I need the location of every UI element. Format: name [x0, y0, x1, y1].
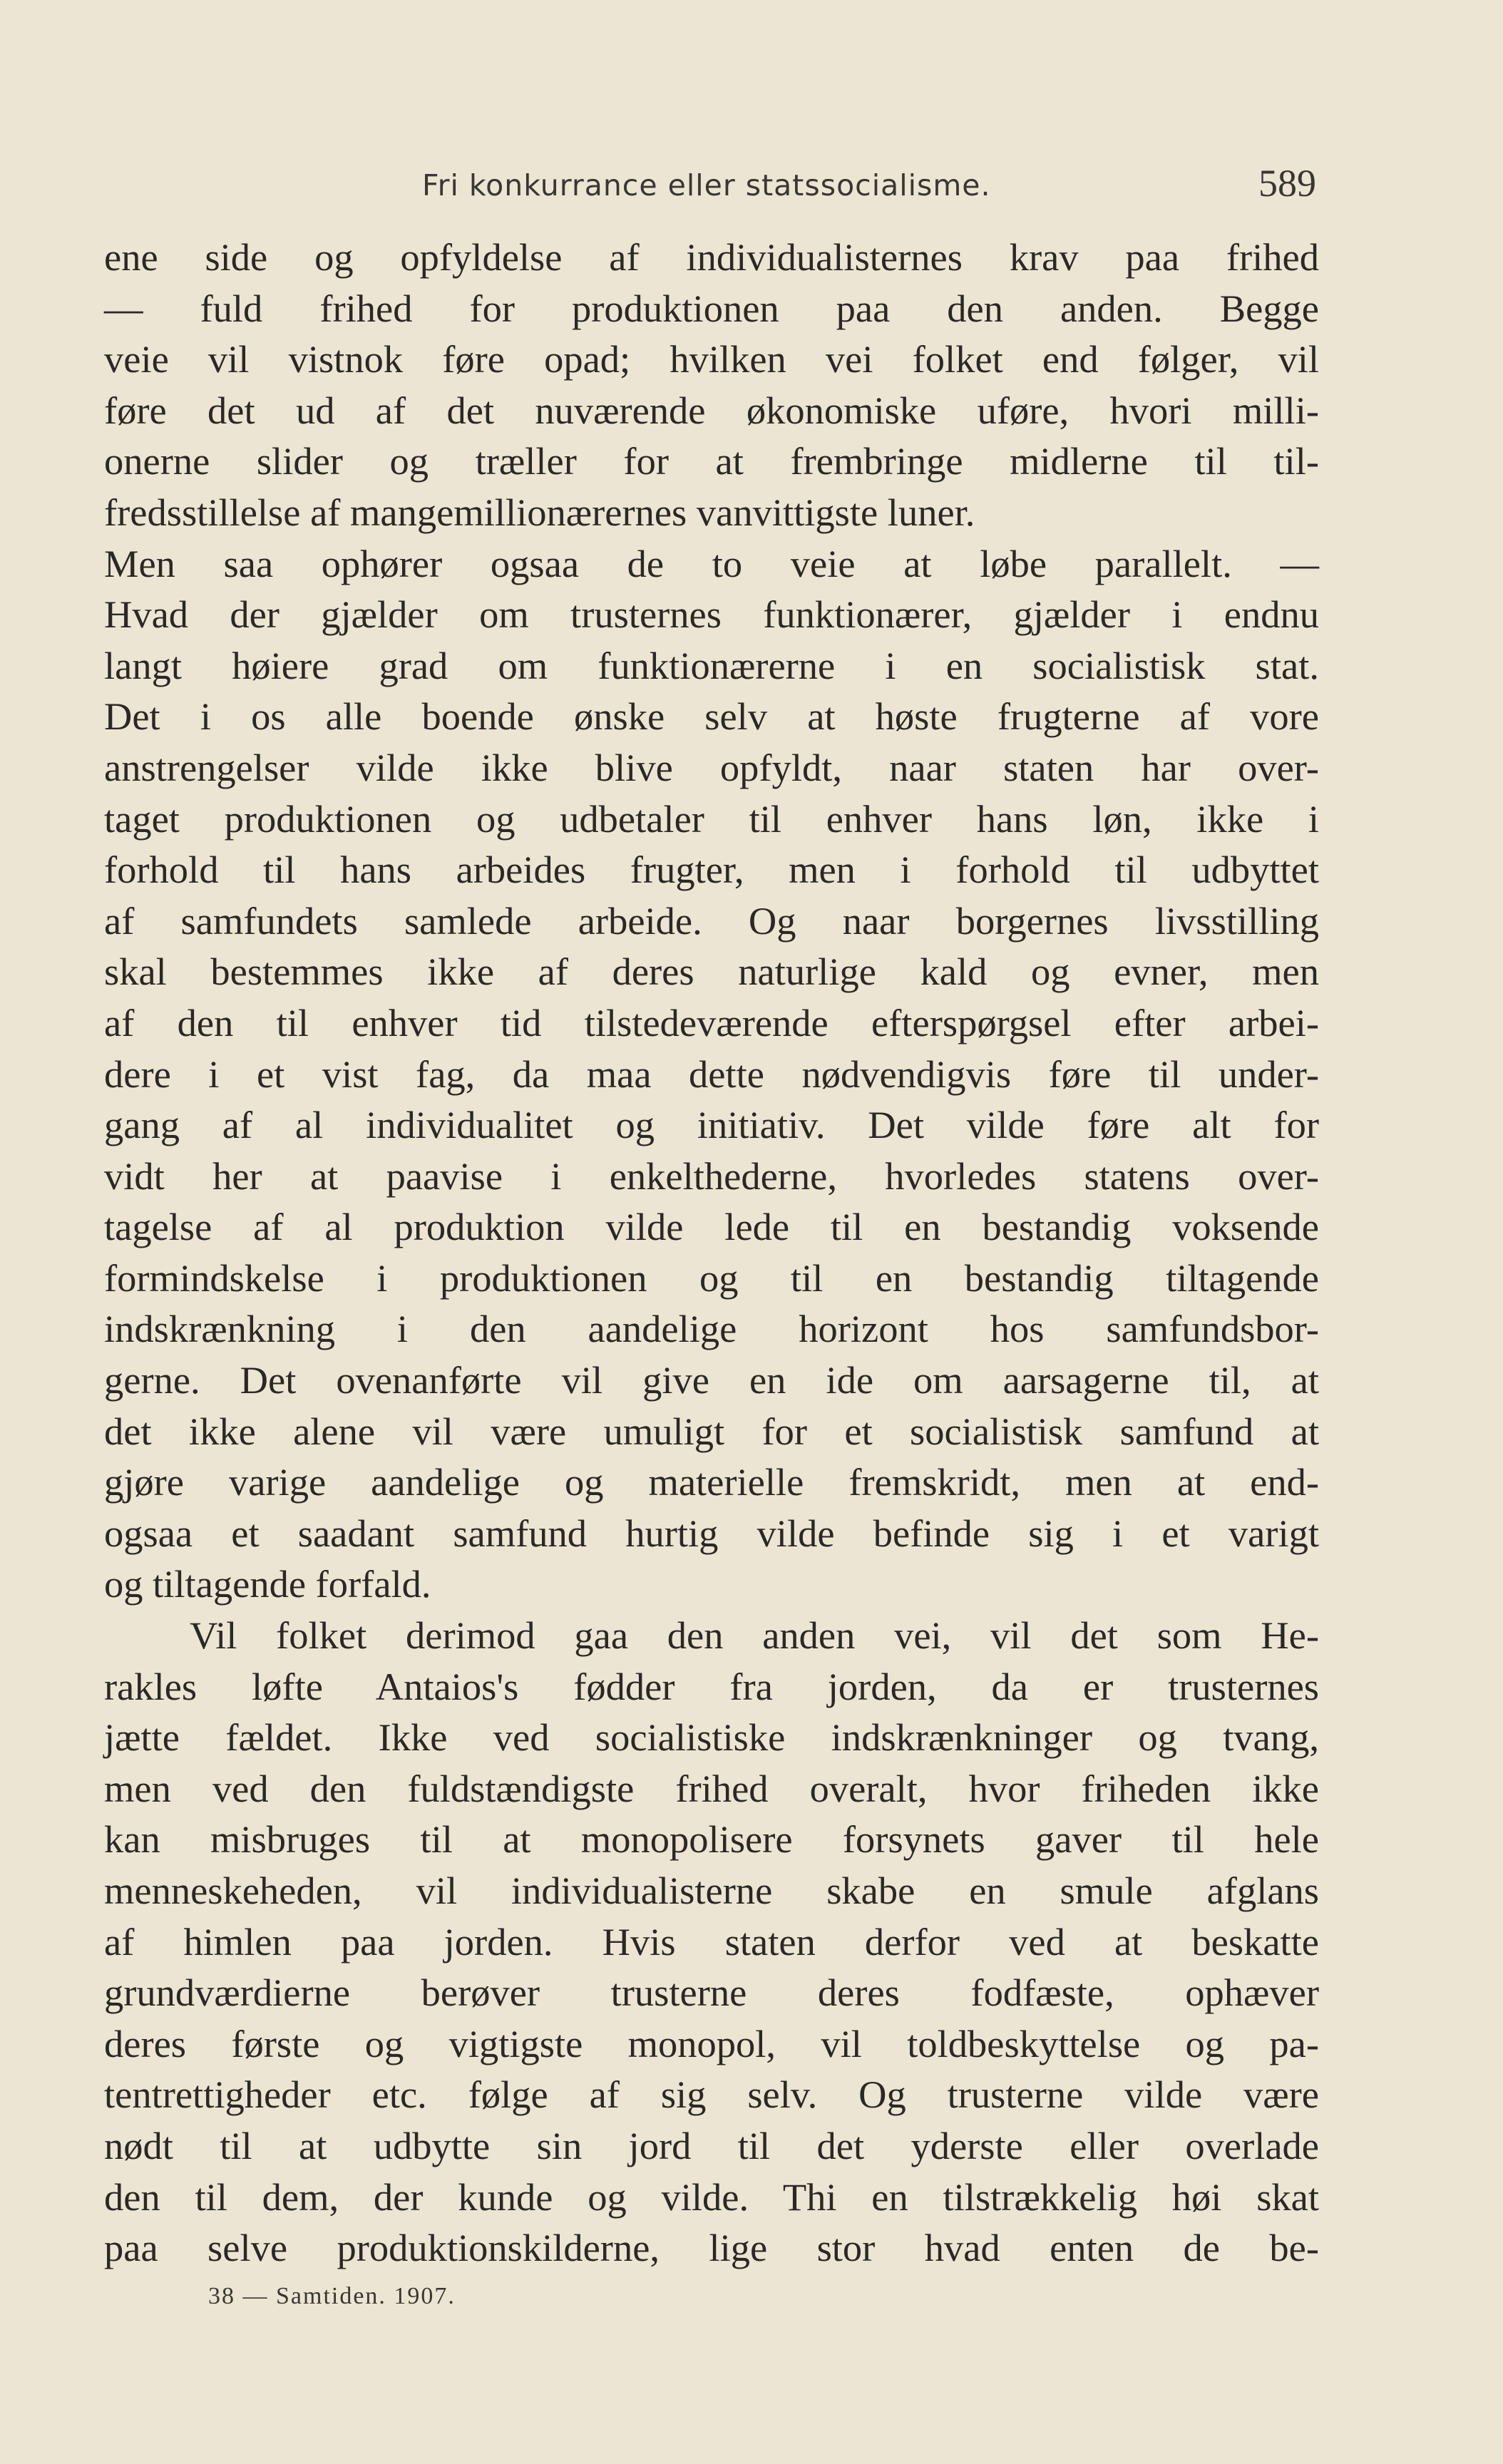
text-line: det ikke alene vil være umuligt for et socialistisk samfund at [104, 1409, 1319, 1453]
signature-footer: 38 — Samtiden. 1907. [208, 2283, 456, 2309]
text-line: dere i et vist fag, da maa dette nødvendigvis føre til under- [104, 1052, 1319, 1096]
text-line: grundværdierne berøver trusterne deres fodfæste, ophæver [104, 1971, 1319, 2015]
body-text [104, 232, 1319, 2274]
text-line: og tiltagende forfald. [104, 1562, 431, 1606]
text-line: nødt til at udbytte sin jord til det yderste eller overlade [104, 2123, 1319, 2167]
text-line: føre det ud af det nuværende økonomiske uføre, hvori milli- [104, 388, 1319, 432]
text-line: fredsstillelse af mangemillionærernes vanvittigste luner. [104, 490, 975, 534]
text-line: ogsaa et saadant samfund hurtig vilde befinde sig i et varigt [104, 1511, 1319, 1555]
text-line: gerne. Det ovenanførte vil give en ide om aarsagerne til, at [104, 1358, 1319, 1402]
page-number: 589 [1258, 162, 1316, 205]
text-line: vidt her at paavise i enkelthederne, hvorledes statens over- [104, 1154, 1319, 1198]
text-line: jætte fældet. Ikke ved socialistiske indskrænkninger og tvang, [104, 1715, 1319, 1760]
text-line: langt høiere grad om funktionærerne i en socialistisk stat. [104, 643, 1319, 687]
text-line: gang af al individualitet og initiativ. Det vilde føre alt for [104, 1103, 1319, 1147]
text-line: gjøre varige aandelige og materielle fremskridt, men at end- [104, 1460, 1319, 1504]
text-line: tentrettigheder etc. følge af sig selv. Og trusterne vilde være [104, 2073, 1319, 2117]
text-line: skal bestemmes ikke af deres naturlige kald og evner, men [104, 950, 1319, 994]
text-line: Men saa ophører ogsaa de to veie at løbe parallelt. — [104, 541, 1319, 585]
text-line: rakles løfte Antaios's fødder fra jorden, da er trusternes [104, 1664, 1319, 1708]
text-line: den til dem, der kunde og vilde. Thi en tilstrækkelig høi skat [104, 2175, 1319, 2219]
text-line: Vil folket derimod gaa den anden vei, vil det som He- [190, 1613, 1319, 1658]
text-line: taget produktionen og udbetaler til enhver hans løn, ikke i [104, 796, 1319, 841]
text-line: af samfundets samlede arbeide. Og naar borgernes livsstilling [104, 898, 1319, 943]
text-line: menneskeheden, vil individualisterne skabe en smule afglans [104, 1869, 1319, 1912]
text-line: men ved den fuldstændigste frihed overalt, hvor friheden ikke [104, 1766, 1319, 1810]
text-line: ene side og opfyldelse af individualisternes krav paa frihed [104, 235, 1319, 279]
text-line: af himlen paa jorden. Hvis staten derfor ved at beskatte [104, 1919, 1319, 1963]
text-line: anstrengelser vilde ikke blive opfyldt, naar staten har over- [104, 745, 1319, 789]
text-line: forhold til hans arbeides frugter, men i forhold til udbyttet [104, 848, 1319, 892]
text-line: formindskelse i produktionen og til en bestandig tiltagende [104, 1256, 1319, 1300]
text-line: Det i os alle boende ønske selv at høste frugterne af vore [104, 694, 1319, 739]
text-line: tagelse af al produktion vilde lede til en bestandig voksende [104, 1205, 1319, 1249]
text-line: veie vil vistnok føre opad; hvilken vei folket end følger, vil [104, 337, 1319, 381]
text-line: Hvad der gjælder om trusternes funktionærer, gjælder i endnu [104, 592, 1319, 637]
text-line: onerne slider og træller for at frembringe midlerne til til- [104, 439, 1319, 483]
text-line: af den til enhver tid tilstedeværende efterspørgsel efter arbei- [104, 1000, 1319, 1044]
text-line: kan misbruges til at monopolisere forsynets gaver til hele [104, 1817, 1319, 1862]
text-line: indskrænkning i den aandelige horizont hos samfundsbor- [104, 1307, 1319, 1351]
text-line: deres første og vigtigste monopol, vil toldbeskyttelse og pa- [104, 2021, 1319, 2065]
text-line: — fuld frihed for produktionen paa den anden. Begge [104, 286, 1319, 330]
running-title: Fri konkurrance eller statssocialisme. [422, 168, 991, 202]
text-line: paa selve produktionskilderne, lige stor hvad enten de be- [104, 2226, 1319, 2270]
